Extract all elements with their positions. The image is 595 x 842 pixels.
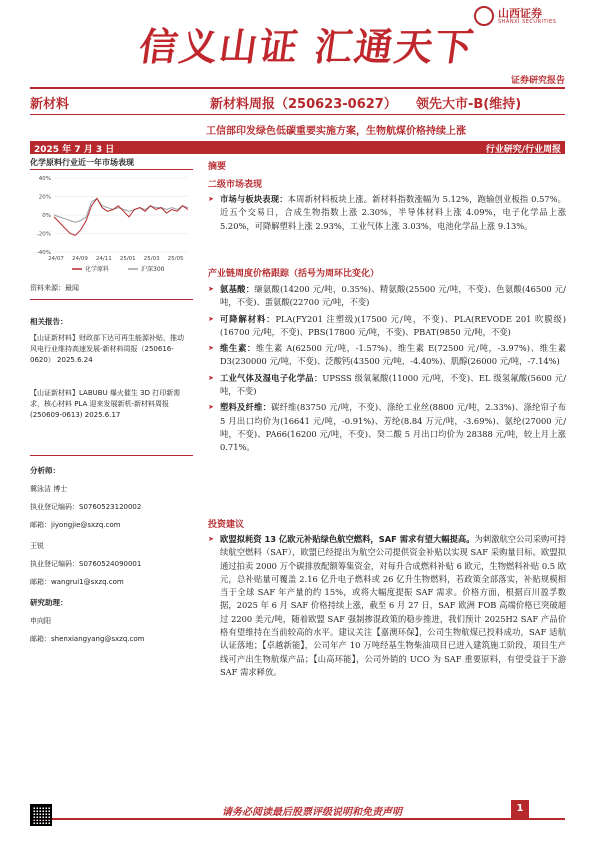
sidebar-divider (30, 455, 193, 456)
invest-section-title: 投资建议 (208, 520, 245, 530)
invest-text: 为刺激航空公司采购可持续航空燃料（SAF），欧盟已经提出为航空公司提供资金补贴以实现 SAF 采购量目标。欧盟拟通过拍卖 2000 万个碳排放配额筹集资金，对每升合成燃料补贴 6 欧元，生物燃料补贴 0.5 欧元，总补贴量可覆盖 2.16 亿升电子燃料或 26 亿升生物燃料，若政策全部落实，补贴规模相当于全球 SAF 年产量的约 15%，或将大幅度提振 SAF 需求。价格方面，根据百川盈孚数据，2025 年 6 月 SAF 价格持续上涨，截至 6 月 27 日，SAF 欧洲 FOB 高端价格已突破超过 2200 美元/吨，随着欧盟 SAF 强制掺混政策的稳步推进，我们预计 2025H2 SAF 产品价格有望维持在当前较高的水平。建议关注【嘉澳环保】，公司生物航煤已投料成功，SAF 适航认证落地；【卓越新能】，公司年产 10 万吨经基生物柴油项目已进入建筑施工阶段，项目生产线可产出生物航煤产品；【山高环能】，公司外销的 UCO 为 SAF 重要原料，有望受益于下游 SAF 需求释放。 (220, 534, 566, 677)
chain-head: 可降解材料： (220, 313, 276, 324)
footer-divider (30, 818, 565, 820)
chain-item-plastic (208, 401, 566, 454)
market-paragraph (208, 193, 566, 233)
analyst-cert: 执业登记编码：S0760524090001 (30, 560, 142, 568)
analyst-name: 冀泳洁 博士 (30, 485, 68, 493)
x-tick-label: 25/03 (143, 256, 160, 262)
market-performance-chart (28, 172, 193, 277)
market-text: 本周新材料板块上涨。新材料指数涨幅为 5.12%，跑输创业板指 0.57%。近五个交易日，合成生物指数上涨 2.30%，半导体材料上涨 4.09%，电子化学品上涨 5.20%，可降解塑料上涨 2.93%，工业气体上涨 3.03%，电池化学品上涨 9.13%。 (220, 194, 566, 231)
legend-label: 化学原料 (85, 266, 110, 273)
x-tick-label: 24/07 (48, 256, 64, 262)
analyst-email[interactable]: 邮箱：jiyongjie@sxzq.com (30, 521, 121, 529)
x-tick-label: 24/09 (71, 256, 88, 262)
chain-item-degradable (208, 313, 566, 340)
title-divider (30, 114, 565, 115)
chain-list (208, 283, 566, 455)
related-report-item[interactable]: 【山证新材料】LABUBU 爆火催生 3D 打印新需求，核心材料 PLA 迎来发展新机-新材料周报(250609-0613) 2025.6.17 (30, 389, 181, 419)
brand-mark-icon (474, 6, 494, 26)
chain-text: 碳纤维(83750 元/吨，不变)、涤纶工业丝(8800 元/吨，2.33%)、涤纶帘子布 5 月出口均价为(16641 元/吨，-0.91%)、芳纶(8.84 万元/吨，-3.69%)、氨纶(27000 元/吨，不变)、PA66(16200 元/吨，不变)、癸二酸 5 月出口均价为 28388 元/吨，较上月上涨 0.71%。 (220, 402, 566, 453)
series-line (54, 198, 188, 222)
chain-text: UPSSS 级氧氟酸(11000 元/吨，不变)、EL 级氢氟酸(5600 元/吨，不变) (220, 372, 566, 397)
brand-name: 山西证券 (498, 6, 542, 20)
sidebar-divider (30, 169, 193, 170)
date-bar (30, 141, 565, 154)
market-section-title: 二级市场表现 (208, 180, 263, 190)
report-category: 行业研究/行业周报 (485, 145, 561, 155)
report-date: 2025 年 7 月 3 日 (34, 145, 115, 155)
assistant-name: 申向阳 (30, 617, 51, 625)
analyst-cert: 执业登记编码：S0760523120002 (30, 503, 142, 511)
chain-item-gas (208, 372, 566, 399)
y-tick-label: 20% (38, 194, 51, 201)
industry-name: 新材料 (30, 97, 70, 112)
analyst-email[interactable]: 邮箱：wangrui1@sxzq.com (30, 578, 124, 586)
report-title: 新材料周报（250623-0627） (210, 97, 397, 112)
disclaimer-notice[interactable]: 请务必阅读最后股票评级说明和免责声明 (222, 807, 402, 818)
y-tick-label: 0% (42, 213, 51, 219)
related-reports-title: 相关报告： (30, 317, 68, 326)
header-divider (30, 87, 565, 89)
report-rating: 领先大市-B(维持) (416, 97, 522, 112)
brand-logo (474, 6, 556, 26)
x-tick-label: 25/05 (167, 256, 184, 262)
qr-code-icon (30, 804, 52, 826)
invest-head: 欧盟拟耗资 13 亿欧元补贴绿色航空燃料，SAF 需求有望大幅提高。 (220, 534, 475, 544)
header-slogan: 信义山证 汇通天下 (136, 24, 478, 69)
chain-head: 维生素： (220, 343, 256, 354)
legend-label: 沪深300 (141, 266, 165, 273)
chain-item-vitamin (208, 342, 566, 369)
related-report-item[interactable]: 【山证新材料】财政部下达可再生能源补贴，推动风电行业维持高速发展-新材料周报（250616-0620） 2025.6.24 (30, 334, 184, 364)
chain-text: 维生素 A(62500 元/吨，-1.57%)、维生素 E(72500 元/吨，-3.97%)、维生素 D3(230000 元/吨，不变)、泛酸钙(43500 元/吨，-4.40%)、肌醇(26000 元/吨，-7.14%) (220, 343, 566, 367)
x-tick-label: 25/01 (119, 256, 136, 262)
series-line (54, 198, 188, 235)
y-tick-label: 40% (38, 176, 51, 182)
invest-paragraph (208, 533, 566, 679)
chart-title: 化学原料行业近一年市场表现 (30, 158, 134, 167)
market-head: 市场与板块表现： (220, 194, 288, 204)
chain-item-amino-acid (208, 283, 566, 310)
sidebar-divider (30, 299, 193, 300)
chain-head: 氨基酸： (220, 284, 255, 294)
abstract-title: 摘要 (208, 162, 227, 172)
chain-text: PLA(FY201 注塑级)(17500 元/吨，不变)、PLA(REVODE 201 吹膜级)(16700 元/吨，不变)、PBS(17800 元/吨，不变)、PBAT(9850 元/吨，不变) (220, 313, 566, 337)
report-type: 证券研究报告 (510, 76, 565, 86)
report-subtitle: 工信部印发绿色低碳重要实施方案，生物航煤价格持续上涨 (206, 126, 466, 137)
chart-source: 资料来源：最闻 (30, 284, 79, 292)
assistant-title: 研究助理： (30, 598, 68, 607)
y-tick-label: -20% (36, 231, 51, 238)
chain-head: 工业气体及湿电子化学品： (220, 372, 323, 383)
x-tick-label: 24/11 (95, 256, 112, 262)
chain-section-title: 产业链周度价格跟踪（括号为周环比变化） (208, 269, 380, 279)
brand-name-en: SHANXI SECURITIES (498, 18, 557, 25)
analysts-title: 分析师： (30, 466, 60, 475)
analyst-name: 王锐 (30, 542, 44, 550)
page-number: 1 (511, 800, 529, 818)
assistant-email[interactable]: 邮箱：shenxiangyang@sxzq.com (30, 635, 145, 643)
chain-text: 缬氨酸(14200 元/吨，0.35%)、精氨酸(25500 元/吨，不变)、色氨酸(46500 元/吨，不变)、蛋氨酸(22700 元/吨，不变) (220, 284, 566, 308)
chain-head: 塑料及纤维： (220, 402, 272, 413)
y-tick-label: -40% (36, 250, 51, 256)
